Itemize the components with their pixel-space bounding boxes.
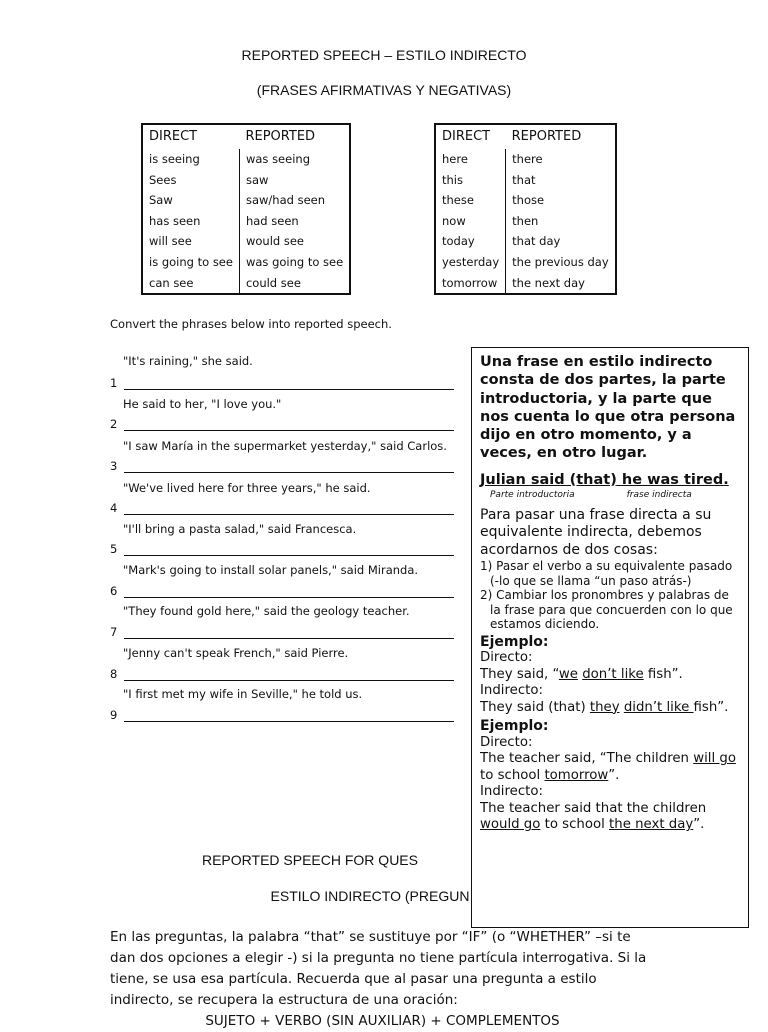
- table-row: Sees saw: [142, 170, 350, 191]
- indirect-label: Indirecto:: [480, 784, 543, 800]
- answer-line[interactable]: [124, 389, 454, 390]
- exercise-prompt: "Jenny can't speak French," said Pierre.: [123, 646, 349, 660]
- table-row: these those: [435, 190, 616, 211]
- exercise-prompt: "I first met my wife in Seville," he told us.: [123, 687, 363, 701]
- questions-subtitle: ESTILO INDIRECTO (PREGUN: [270, 888, 470, 904]
- example-direct: The teacher said, “The children will go to school tomorrow”.: [480, 751, 736, 783]
- grammar-note-box: [471, 347, 749, 928]
- exercise-instruction: Convert the phrases below into reported speech.: [110, 317, 392, 331]
- direct-label: Directo:: [480, 650, 533, 666]
- exercise-prompt: "Mark's going to install solar panels," said Miranda.: [123, 563, 419, 577]
- list-item: 2) Cambiar los pronombres y palabras de la frase para que concuerden con lo que estamos diciendo.: [480, 588, 733, 632]
- verb-tense-table: [141, 123, 351, 295]
- exercise-number: 1: [110, 376, 118, 390]
- exercise-number: 3: [110, 459, 118, 473]
- exercise-number: 9: [110, 708, 118, 722]
- answer-line[interactable]: [124, 638, 454, 639]
- questions-paragraph: En las preguntas, la palabra “that” se sustituye por “IF” (o “WHETHER” –si te dan dos opciones a elegir -) si la pregunta no tiene partícula interrogativa. Si la tiene, se usa esa partícula. Recuerda que al pasar una pregunta a estilo indirecto, se recupera la estructura de una oración:: [110, 929, 647, 1008]
- list-item: 1) Pasar el verbo a su equivalente pasado (-lo que se llama “un paso atrás-): [480, 559, 733, 588]
- indirect-label: Indirecto:: [480, 683, 543, 699]
- exercise-number: 6: [110, 584, 118, 598]
- header-reported: REPORTED: [511, 128, 582, 144]
- exercise-number: 2: [110, 417, 118, 431]
- direct-label: Directo:: [480, 734, 533, 750]
- intro-text: Una frase en estilo indirecto consta de dos partes, la parte introductoria, y la parte que nos cuenta lo que otra persona dijo en otro momento, y a veces, en otro lugar.: [480, 354, 736, 462]
- exercise-prompt: "It's raining," she said.: [123, 354, 253, 368]
- answer-line[interactable]: [124, 555, 454, 556]
- answer-line[interactable]: [124, 721, 454, 722]
- table-row: yesterday the previous day: [435, 252, 616, 273]
- answer-line[interactable]: [124, 430, 454, 431]
- exercise-prompt: "I'll bring a pasta salad," said Francesca.: [123, 522, 357, 536]
- rule-paragraph: Para pasar una frase directa a su equivalente indirecta, debemos acordarnos de dos cosas:: [480, 506, 712, 558]
- exercise-number: 8: [110, 667, 118, 681]
- questions-title: REPORTED SPEECH FOR QUES: [201, 852, 418, 868]
- example-labels: Parte introductoria frase indirecta: [490, 489, 692, 500]
- table-row: now then: [435, 211, 616, 232]
- exercise-number: 5: [110, 542, 118, 556]
- answer-line[interactable]: [124, 514, 454, 515]
- exercise-number: 4: [110, 501, 118, 515]
- exercise-prompt: "I saw María in the supermarket yesterday," said Carlos.: [123, 439, 447, 453]
- page-title: REPORTED SPEECH – ESTILO INDIRECTO: [241, 47, 527, 63]
- questions-explanation: [110, 927, 655, 1032]
- header-direct: DIRECT: [149, 128, 198, 144]
- table-row: has seen had seen: [142, 211, 350, 232]
- answer-line[interactable]: [124, 680, 454, 681]
- example-sentence: Julian said (that) he was tired.: [480, 471, 729, 488]
- table-row: tomorrow the next day: [435, 273, 616, 295]
- table-row: here there: [435, 149, 616, 170]
- answer-line[interactable]: [124, 472, 454, 473]
- example-direct: They said, “we don’t like fish”.: [480, 666, 683, 682]
- table-row: this that: [435, 170, 616, 191]
- table-row: is seeing was seeing: [142, 149, 350, 170]
- exercise-prompt: He said to her, "I love you.": [123, 397, 282, 411]
- table-row: can see could see: [142, 273, 350, 295]
- table-row: Saw saw/had seen: [142, 190, 350, 211]
- table-row: is going to see was going to see: [142, 252, 350, 273]
- structure-formula: SUJETO + VERBO (SIN AUXILIAR) + COMPLEMENTOS: [205, 1013, 560, 1029]
- answer-line[interactable]: [124, 597, 454, 598]
- rule-list: [480, 559, 741, 632]
- table-row: will see would see: [142, 231, 350, 252]
- example-heading: Ejemplo:: [480, 718, 549, 735]
- example-indirect: They said (that) they didn’t like fish”.: [480, 699, 729, 715]
- exercise-prompt: "We've lived here for three years," he said.: [123, 481, 371, 495]
- header-direct: DIRECT: [442, 128, 491, 144]
- example-heading: Ejemplo:: [480, 633, 549, 650]
- example-indirect: The teacher said that the children would go to school the next day”.: [480, 800, 707, 833]
- exercise-number: 7: [110, 625, 118, 639]
- page-subtitle: (FRASES AFIRMATIVAS Y NEGATIVAS): [256, 82, 512, 98]
- exercise-prompt: "They found gold here," said the geology teacher.: [123, 604, 410, 618]
- header-reported: REPORTED: [245, 128, 316, 144]
- time-place-table: [434, 123, 617, 295]
- table-row: today that day: [435, 231, 616, 252]
